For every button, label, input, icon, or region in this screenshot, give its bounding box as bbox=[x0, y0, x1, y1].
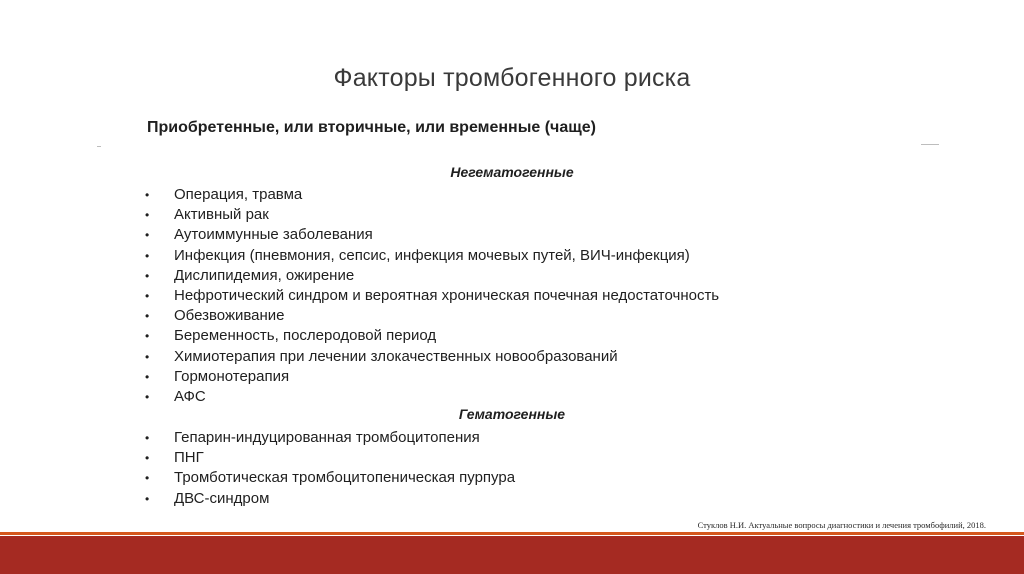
list-item-text: ДВС-синдром bbox=[174, 489, 270, 507]
section-heading-nonhematogenic: Негематогенные bbox=[450, 164, 574, 180]
bullet-icon: • bbox=[145, 349, 150, 364]
bullet-icon: • bbox=[145, 329, 150, 344]
bullet-icon: • bbox=[145, 248, 150, 263]
decorative-line-left bbox=[97, 146, 101, 147]
citation: Стуклов Н.И. Актуальные вопросы диагностики и лечения тромбофилий, 2018. bbox=[697, 520, 986, 530]
list-item-text: Нефротический синдром и вероятная хроническая почечная недостаточность bbox=[174, 286, 720, 304]
list-item-text: Беременность, послеродовой период bbox=[174, 327, 437, 345]
list-item-text: Инфекция (пневмония, сепсис, инфекция мочевых путей, ВИЧ-инфекция) bbox=[174, 246, 690, 264]
bullet-icon: • bbox=[145, 228, 150, 243]
bullet-icon: • bbox=[145, 491, 150, 506]
bullet-icon: • bbox=[145, 188, 150, 202]
bullet-icon: • bbox=[145, 208, 150, 223]
decorative-line-right bbox=[921, 144, 939, 145]
list-item-text: Обезвоживание bbox=[174, 307, 285, 325]
list-item-text: Аутоиммунные заболевания bbox=[174, 226, 373, 244]
bullet-icon: • bbox=[145, 451, 150, 466]
bullet-icon: • bbox=[145, 431, 150, 445]
list-item-text: АФС bbox=[174, 387, 206, 405]
list-item-text: Гормонотерапия bbox=[174, 367, 290, 385]
list-item-text: Тромботическая тромбоцитопеническая пурпура bbox=[174, 469, 516, 487]
list-item-text: Гепарин-индуцированная тромбоцитопения bbox=[174, 429, 480, 446]
bullet-icon: • bbox=[145, 369, 150, 384]
slide-subtitle: Приобретенные, или вторичные, или временные (чаще) bbox=[147, 119, 596, 136]
list-item-text: Активный рак bbox=[174, 206, 269, 224]
list-item-text: Операция, травма bbox=[174, 186, 303, 203]
list-item-text: ПНГ bbox=[174, 449, 204, 467]
list-item-text: Химиотерапия при лечении злокачественных новообразований bbox=[174, 347, 618, 365]
section-heading-hematogenic: Гематогенные bbox=[458, 406, 566, 422]
bullet-icon: • bbox=[145, 389, 150, 404]
list-item-text: Дислипидемия, ожирение bbox=[174, 266, 355, 284]
footer-band bbox=[0, 536, 1024, 574]
slide-title: Факторы тромбогенного риска bbox=[333, 64, 691, 92]
footer-accent-line bbox=[0, 532, 1024, 535]
bullet-icon: • bbox=[145, 268, 150, 283]
bullet-icon: • bbox=[145, 288, 150, 303]
bullet-icon: • bbox=[145, 471, 150, 486]
bullet-icon: • bbox=[145, 309, 150, 324]
